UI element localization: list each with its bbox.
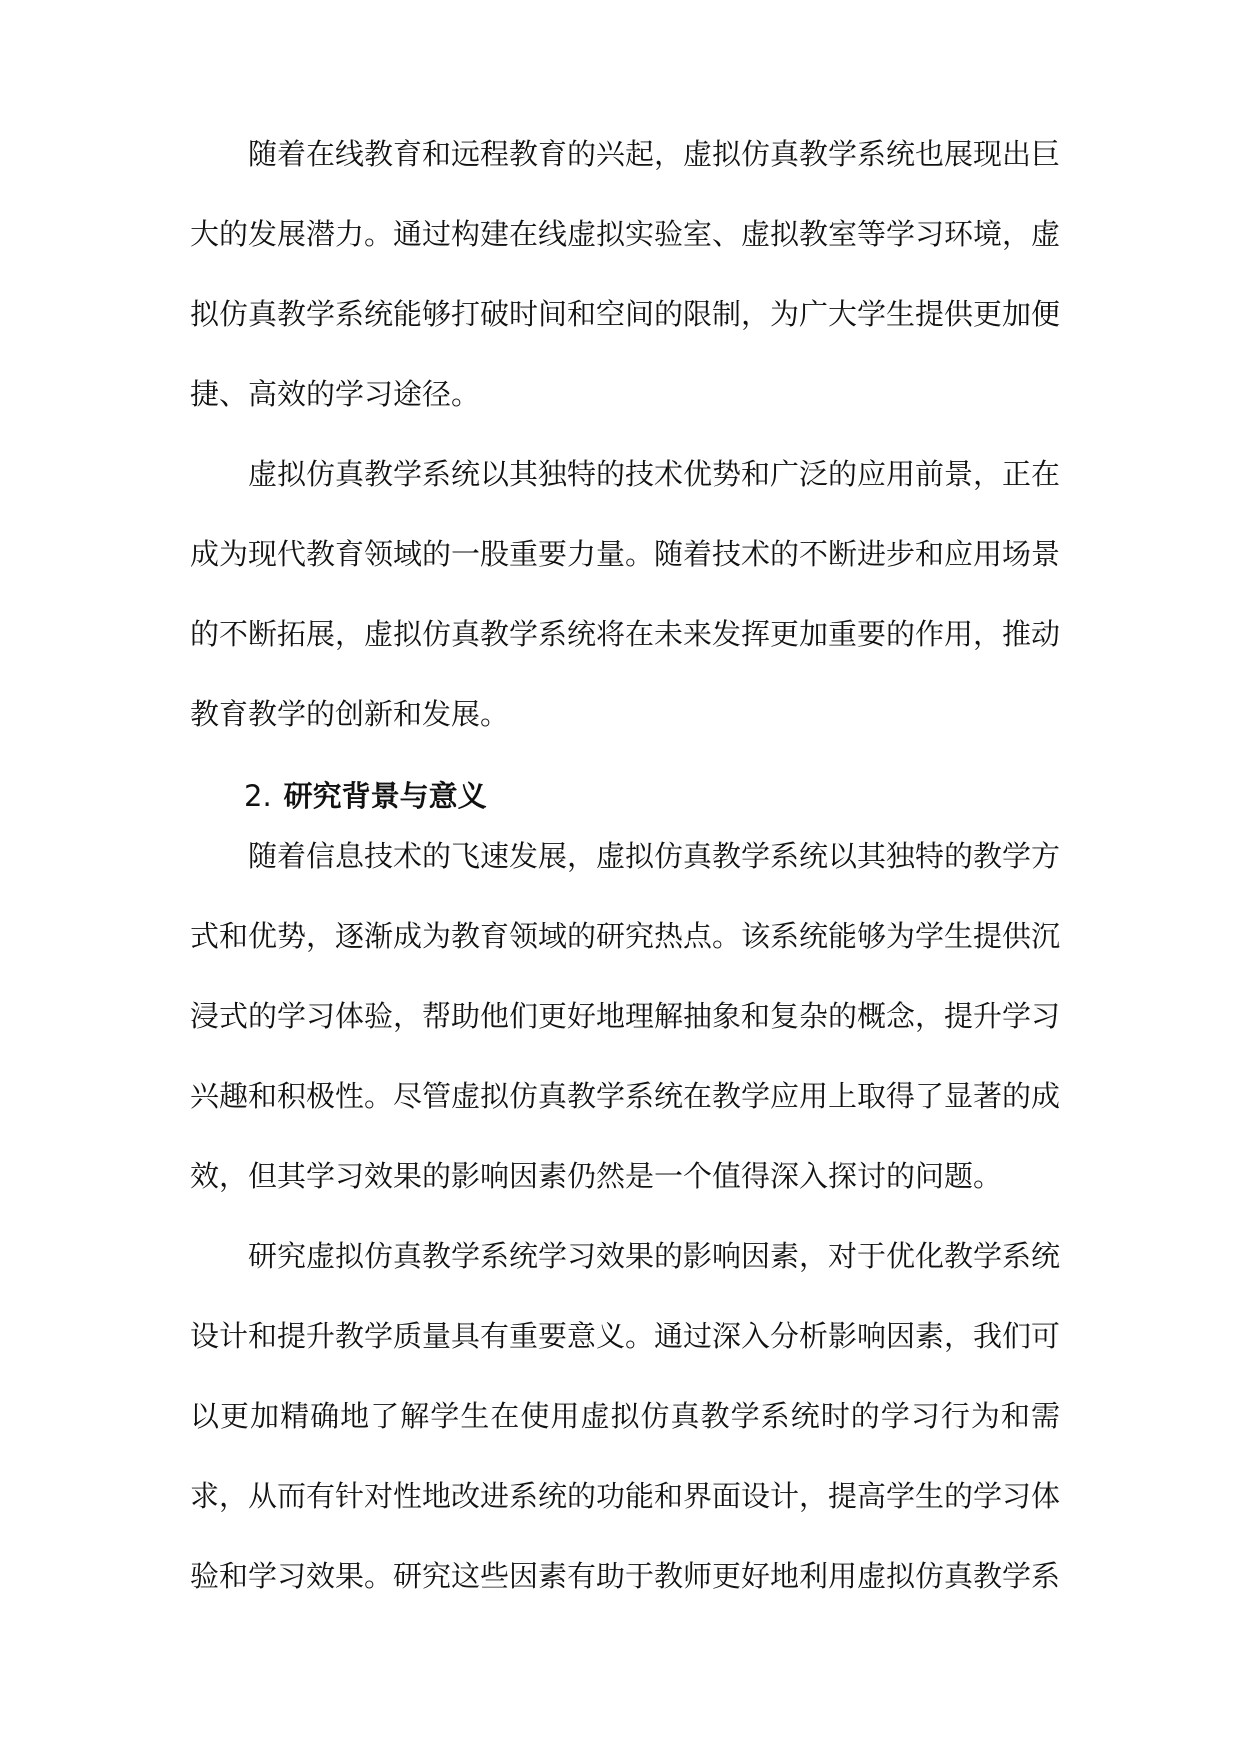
paragraph-research-significance: 研究虚拟仿真教学系统学习效果的影响因素，对于优化教学系统设计和提升教学质量具有重要意义。通过深入分析影响因素，我们可以更加精确地了解学生在使用虚拟仿真教学系统时的学习行为和需求，从而有针对性地改进系统的功能和界面设计，提高学生的学习体验和学习效果。研究这些因素有助于教师更好地利用虚拟仿真教学系	[190, 1239, 1061, 1593]
section-heading	[244, 776, 487, 816]
paragraph-online-education: 随着在线教育和远程教育的兴起，虚拟仿真教学系统也展现出巨大的发展潜力。通过构建在线虚拟实验室、虚拟教室等学习环境，虚拟仿真教学系统能够打破时间和空间的限制，为广大学生提供更加便捷、高效的学习途径。	[190, 137, 1061, 411]
body-text-bottom	[190, 816, 1060, 1616]
paragraph-technical-advantages: 虚拟仿真教学系统以其独特的技术优势和广泛的应用前景，正在成为现代教育领域的一股重要力量。随着技术的不断进步和应用场景的不断拓展，虚拟仿真教学系统将在未来发挥更加重要的作用，推动教育教学的创新和发展。	[190, 457, 1061, 731]
body-text-top	[190, 114, 1060, 754]
section-title: 研究背景与意义	[283, 779, 487, 813]
section-number: 2.	[244, 779, 272, 813]
paragraph-research-background: 随着信息技术的飞速发展，虚拟仿真教学系统以其独特的教学方式和优势，逐渐成为教育领域的研究热点。该系统能够为学生提供沉浸式的学习体验，帮助他们更好地理解抽象和复杂的概念，提升学习兴趣和积极性。尽管虚拟仿真教学系统在教学应用上取得了显著的成效，但其学习效果的影响因素仍然是一个值得深入探讨的问题。	[190, 839, 1061, 1193]
